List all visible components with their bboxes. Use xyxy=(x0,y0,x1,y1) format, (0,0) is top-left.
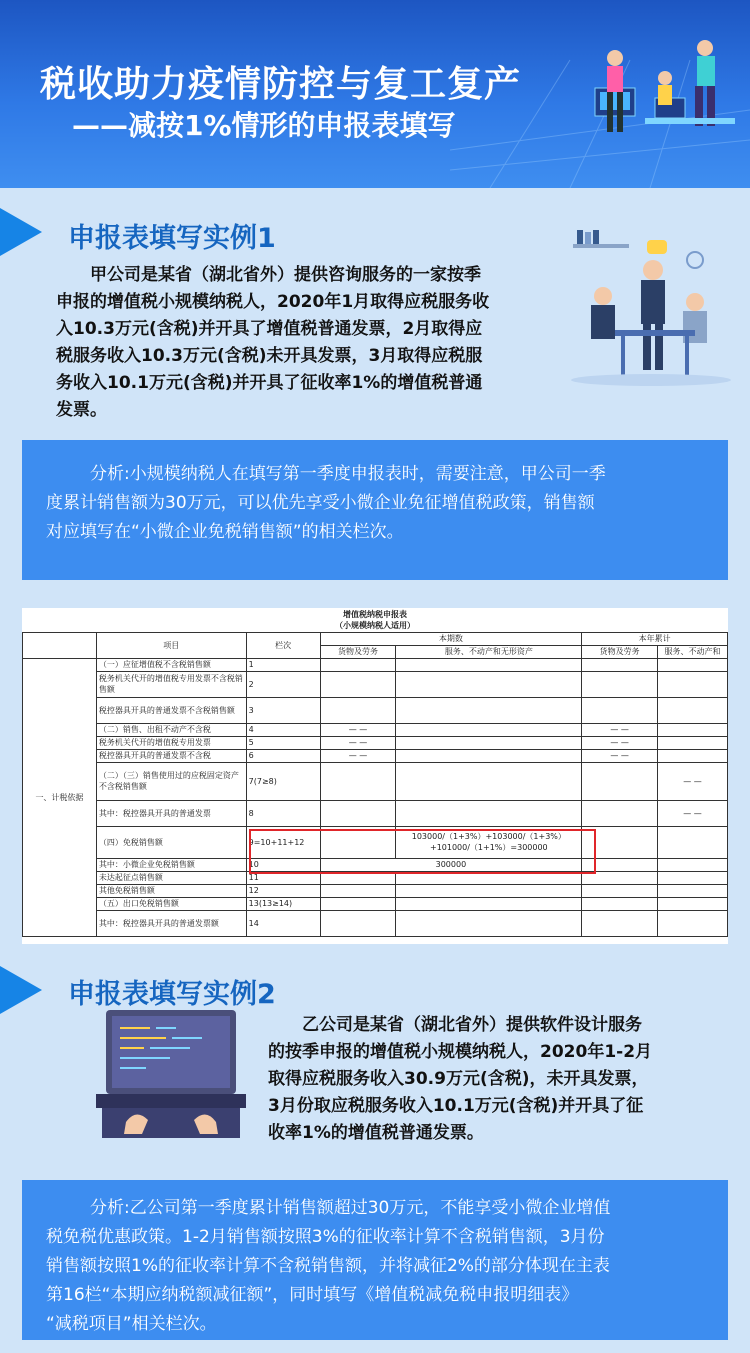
header-banner xyxy=(0,0,750,188)
dash: — — xyxy=(658,762,728,800)
example1-line: 务收入10.1万元(含税)并开具了征收率1%的增值税普通 xyxy=(56,373,483,393)
example2-title: 申报表填写实例2 xyxy=(68,979,276,1010)
analysis-line: 第16栏“本期应纳税额减征额”，同时填写《增值税减免税申报明细表》 xyxy=(46,1285,579,1305)
col-line: 栏次 xyxy=(246,632,320,658)
row-line: 14 xyxy=(246,910,320,936)
dash: — — xyxy=(582,749,658,762)
row-item: 其中：小微企业免税销售额 xyxy=(96,858,246,871)
row-item: 税务机关代开的增值税专用发票 xyxy=(96,736,246,749)
example2-line: 的按季申报的增值税小规模纳税人，2020年1-2月 xyxy=(268,1042,653,1062)
dash: — — xyxy=(320,749,396,762)
row-item: （二）销售、出租不动产不含税 xyxy=(96,723,246,736)
vat-return-form xyxy=(22,608,728,944)
example1-analysis xyxy=(22,440,728,580)
sub-goods: 货物及劳务 xyxy=(320,645,396,658)
example2-line: 3月份取应税服务收入10.1万元(含税)并开具了征 xyxy=(268,1096,644,1116)
row-item: 税控器具开具的普通发票不含税 xyxy=(96,749,246,762)
sub-goods: 货物及劳务 xyxy=(582,645,658,658)
col-current: 本期数 xyxy=(320,632,582,645)
row-item: 其他免税销售额 xyxy=(96,884,246,897)
laptop-coding-illustration xyxy=(96,1010,246,1150)
value-cell: 300000 xyxy=(320,858,582,871)
col-ytd: 本年累计 xyxy=(582,632,728,645)
example1-line: 甲公司是某省（湖北省外）提供咨询服务的一家按季 xyxy=(90,265,481,285)
row-item: （二）（三）销售使用过的应税固定资产不含税销售额 xyxy=(96,762,246,800)
row-line: 1 xyxy=(246,658,320,671)
row-line: 10 xyxy=(246,858,320,871)
row-line: 4 xyxy=(246,723,320,736)
analysis-line: 对应填写在“小微企业免税销售额”的相关栏次。 xyxy=(46,522,404,542)
analysis-line: 分析:小规模纳税人在填写第一季度申报表时，需要注意，甲公司一季 xyxy=(90,464,606,484)
sub-services: 服务、不动产和 xyxy=(658,645,728,658)
example1-line: 税服务收入10.3万元(含税)未开具发票，3月取得应税服 xyxy=(56,346,483,366)
section-arrow-icon xyxy=(0,208,42,256)
example1-line: 申报的增值税小规模纳税人，2020年1月取得应税服务收 xyxy=(56,292,490,312)
dash: — — xyxy=(320,736,396,749)
dash: — — xyxy=(320,723,396,736)
row-item: （四）免税销售额 xyxy=(96,826,246,858)
col-item: 项目 xyxy=(96,632,246,658)
people-working-illustration xyxy=(585,18,745,178)
analysis-line: “减税项目”相关栏次。 xyxy=(46,1314,217,1334)
row-line: 5 xyxy=(246,736,320,749)
example2-line: 乙公司是某省（湖北省外）提供软件设计服务 xyxy=(302,1015,642,1035)
form-title: 增值税纳税申报表 （小规模纳税人适用） xyxy=(23,608,728,632)
analysis-line: 税免税优惠政策。1-2月销售额按照3%的征收率计算不含税销售额，3月份 xyxy=(46,1227,605,1247)
dash: — — xyxy=(658,800,728,826)
row-line: 13(13≥14) xyxy=(246,897,320,910)
page-title: 税收助力疫情防控与复工复产 xyxy=(40,64,522,105)
row-item: 税控器具开具的普通发票不含税销售额 xyxy=(96,697,246,723)
section-label: 一、计税依据 xyxy=(23,658,97,936)
row-item: 其中：税控器具开具的普通发票额 xyxy=(96,910,246,936)
example2-line: 收率1%的增值税普通发票。 xyxy=(268,1123,484,1143)
example2-analysis xyxy=(22,1180,728,1340)
business-meeting-illustration xyxy=(565,230,737,390)
row-item: （五）出口免税销售额 xyxy=(96,897,246,910)
example1-description xyxy=(56,262,566,424)
section-arrow-icon xyxy=(0,966,42,1014)
dash: — — xyxy=(582,723,658,736)
example2-description xyxy=(268,1012,718,1147)
example1-line: 发票。 xyxy=(56,400,107,420)
row-line: 3 xyxy=(246,697,320,723)
dash: — — xyxy=(582,736,658,749)
row-item: 未达起征点销售额 xyxy=(96,871,246,884)
example1-title: 申报表填写实例1 xyxy=(68,223,276,254)
highlight-box xyxy=(249,829,596,874)
example1-line: 入10.3万元(含税)并开具了增值税普通发票，2月取得应 xyxy=(56,319,483,339)
page-subtitle: ——减按1%情形的申报表填写 xyxy=(72,109,456,142)
row-item: 税务机关代开的增值税专用发票不含税销售额 xyxy=(96,671,246,697)
row-line: 7(7≥8) xyxy=(246,762,320,800)
row-item: 其中：税控器具开具的普通发票 xyxy=(96,800,246,826)
calc-cell: 103000/（1+3%）+103000/（1+3%） +101000/（1+1%）=300000 xyxy=(396,826,582,858)
analysis-line: 度累计销售额为30万元，可以优先享受小微企业免征增值税政策，销售额 xyxy=(46,493,595,513)
row-line: 11 xyxy=(246,871,320,884)
sub-services: 服务、不动产和无形资产 xyxy=(396,645,582,658)
analysis-line: 分析:乙公司第一季度累计销售额超过30万元，不能享受小微企业增值 xyxy=(90,1198,611,1218)
analysis-line: 销售额按照1%的征收率计算不含税销售额，并将减征2%的部分体现在主表 xyxy=(46,1256,610,1276)
example2-line: 取得应税服务收入30.9万元(含税)，未开具发票， xyxy=(268,1069,649,1089)
row-line: 8 xyxy=(246,800,320,826)
row-line: 9=10+11+12 xyxy=(246,826,320,858)
row-line: 2 xyxy=(246,671,320,697)
row-line: 12 xyxy=(246,884,320,897)
row-line: 6 xyxy=(246,749,320,762)
row-item: （一）应征增值税不含税销售额 xyxy=(96,658,246,671)
